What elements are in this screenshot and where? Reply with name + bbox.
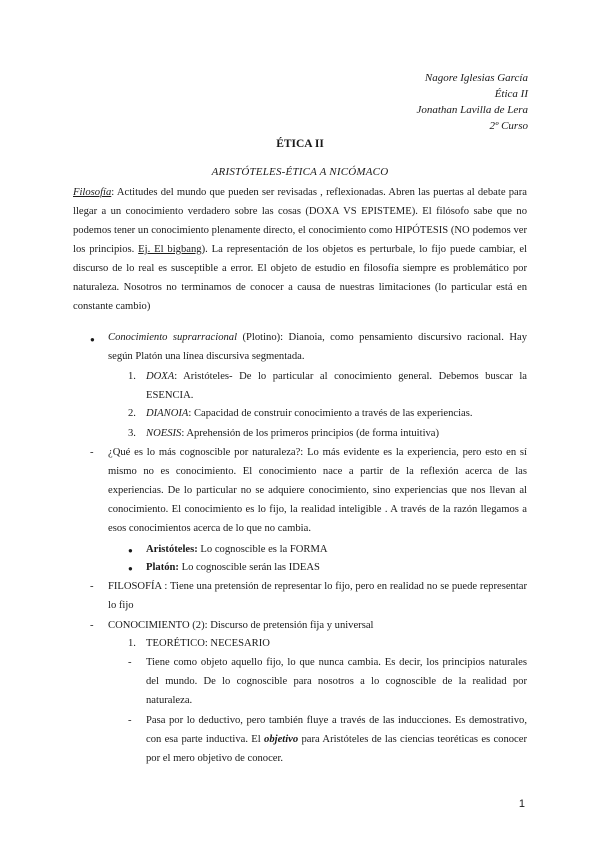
bullet-text: Lo cognoscible es la FORMA <box>197 544 328 555</box>
list-text: : Aristóteles- De lo particular al conocimiento general. Debemos buscar la ESENCIA. <box>146 371 527 401</box>
intro-text-b: ). La representación de los objetos es perturbale, lo fijo puede cambiar, el discurso de lo real es susceptible a error. El objeto de estudio en filosofía siempre es problemático por naturaleza. Nosotros no terminamos de conocer a causa de nuestras limitaciones (lo particular está en constante cambio) <box>73 244 528 312</box>
list-item <box>146 404 527 423</box>
dash-marker: - <box>90 447 94 458</box>
bullet-marker: ● <box>90 335 95 344</box>
bullet-text: (Plotino): Dianoia, como pensamiento discursivo racional. Hay según Platón una línea discursiva segmentada. <box>108 332 527 362</box>
bullet-marker: ● <box>128 546 133 555</box>
intro-text-a: : Actitudes del mundo que pueden ser revisadas , reflexionadas. Abren las puertas al debate para llegar a un conocimiento verdadero sobre las cosas (DOXA VS EPISTEME). El filósofo sabe que no podemos tener un conocimiento plenamente directo, el conocimiento como HIPÓTESIS (NO podemos ver los principios. <box>73 187 527 255</box>
bullet-item <box>146 540 527 559</box>
intro-paragraph <box>73 183 527 316</box>
dash-marker: - <box>128 715 132 726</box>
list-number: 1. <box>128 371 136 382</box>
course-label: 2º Curso <box>489 120 528 132</box>
document-title: ÉTICA II <box>276 138 324 150</box>
professor-name: Jonathan Lavilla de Lera <box>416 104 528 116</box>
bullet-text: Lo cognoscible serán las IDEAS <box>178 562 320 573</box>
bullet-item <box>108 328 527 366</box>
dash-text-b: para Aristóteles de las ciencias teoréticas es conocer por el mero objetivo de conocer. <box>146 734 527 764</box>
dash-item: CONOCIMIENTO (2): Discurso de pretensión fija y universal <box>108 620 374 631</box>
dash-marker: - <box>90 620 94 631</box>
dash-marker: - <box>90 581 94 592</box>
intro-term: Filosofía <box>73 187 112 198</box>
subject-name: Ética II <box>494 88 528 100</box>
list-term: DIANOIA <box>146 408 189 419</box>
list-item <box>146 424 527 443</box>
document-header <box>416 70 528 134</box>
bullet-marker: ● <box>128 564 133 573</box>
bullet-item <box>146 558 527 577</box>
dash-bold-term: objetivo <box>264 734 299 745</box>
author-name: Nagore Iglesias García <box>424 72 528 84</box>
bullet-term: Aristóteles: <box>146 544 198 555</box>
dash-marker: - <box>128 657 132 668</box>
list-item: TEORÉTICO: NECESARIO <box>146 638 270 649</box>
dash-item: Tiene como objeto aquello fijo, lo que nunca cambia. Es decir, los principios naturales del mundo. De lo cognoscible para nosotros a lo cognoscible de la realidad por naturaleza. <box>146 657 527 706</box>
list-number: 3. <box>128 428 136 439</box>
intro-example: Ej. El bigbang <box>138 244 202 255</box>
list-number: 2. <box>128 408 136 419</box>
list-number: 1. <box>128 638 136 649</box>
list-term: DOXA <box>146 371 175 382</box>
dash-item <box>146 711 527 768</box>
document-subtitle: ARISTÓTELES-ÉTICA A NICÓMACO <box>211 166 389 178</box>
list-text: : Aprehensión de los primeros principios (de forma intuitiva) <box>181 428 440 439</box>
dash-item: FILOSOFÍA : Tiene una pretensión de representar lo fijo, pero en realidad no se puede representar lo fijo <box>108 581 527 611</box>
dash-item: ¿Qué es lo más cognoscible por naturaleza?: Lo más evidente es la experiencia, pero esto en sí mismo no es conocimiento. El conocimiento nace a partir de la reflexión acerca de las experiencias. De lo particular no se adquiere conocimiento, sino experiencias que nos llevan al conocimiento. El conocimiento es lo fijo, la realidad inteligible . A través de la razón llegamos a esos conocimientos acerca de lo que no cambia. <box>108 447 527 534</box>
list-item <box>146 367 527 405</box>
bullet-term: Platón: <box>146 562 179 573</box>
bullet-term: Conocimiento suprarracional <box>108 332 238 343</box>
list-text: : Capacidad de construir conocimiento a través de las experiencias. <box>188 408 473 419</box>
dash-text-a: Pasa por lo deductivo, pero también fluye a través de las inducciones. Es demostrativo, con esa parte inductiva. El <box>146 715 527 745</box>
page-number: 1 <box>518 798 525 810</box>
list-term: NOESIS <box>146 428 182 439</box>
